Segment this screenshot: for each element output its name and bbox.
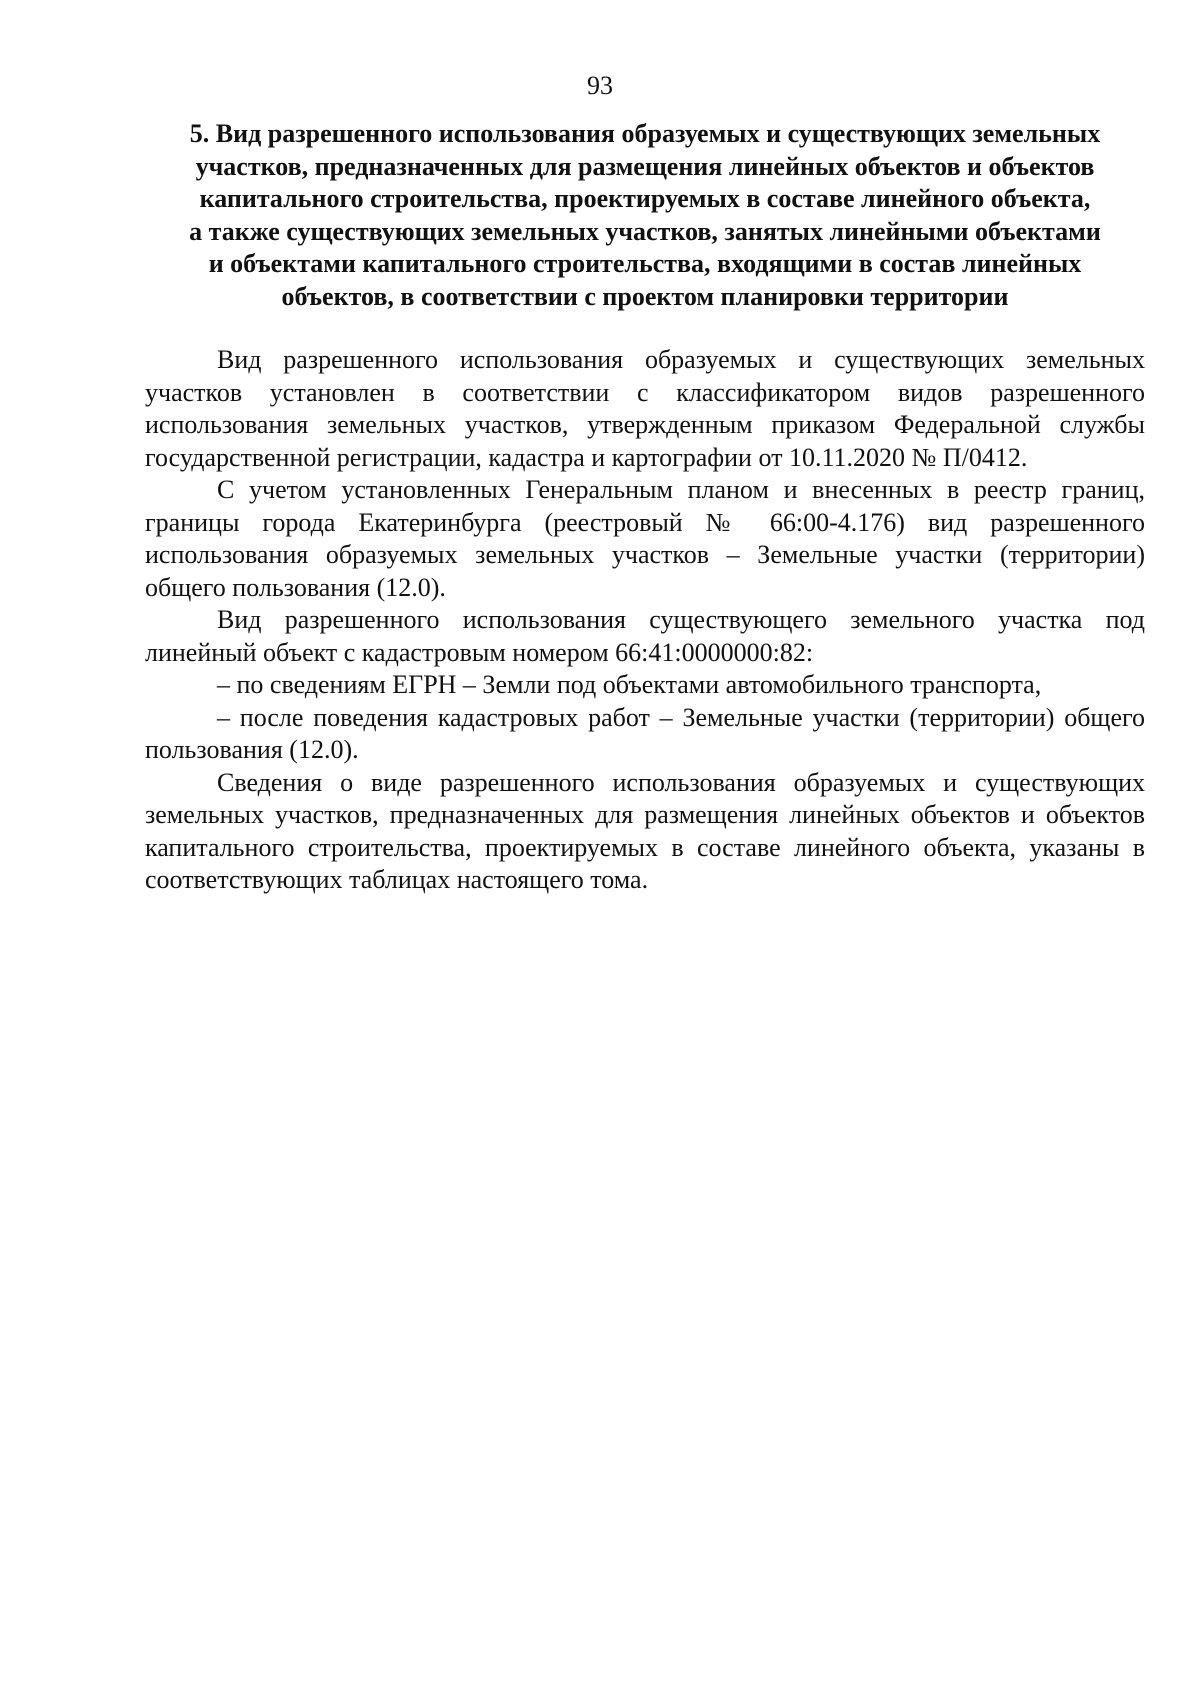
- list-item-egrn: – по сведениям ЕГРН – Земли под объектами автомобильного транспорта,: [217, 670, 1042, 699]
- section-heading-line: участков, предназначенных для размещения линейных объектов и объектов: [195, 151, 1095, 181]
- page-number: 93: [587, 71, 613, 100]
- list-item-cadastral-works: – после поведения кадастровых работ – Земельные участки (территории) общего пользования (12.0).: [145, 702, 1145, 764]
- paragraph-classifier: Вид разрешенного использования образуемых и существующих земельных участков установлен в соответствии с классификатором видов разрешенного использования земельных участков, утвержденным приказом Федеральной службы государственной регистрации, кадастра и картографии от 10.11.2020 № П/0412.: [145, 345, 1145, 472]
- section-heading-line: капитального строительства, проектируемых в составе линейного объекта,: [199, 184, 1091, 213]
- section-heading-line: объектов, в соответствии с проектом планировки территории: [281, 281, 1009, 311]
- paragraph-existing-plot: Вид разрешенного использования существующего земельного участка под линейный объект с кадастровым номером 66:41:0000000:82:: [145, 605, 1145, 667]
- section-heading-line: и объектами капитального строительства, входящими в состав линейных: [208, 249, 1082, 278]
- paragraph-tables-reference: Сведения о виде разрешенного использования образуемых и существующих земельных участков, предназначенных для размещения линейных объектов и объектов капитального строительства, проектируемых в составе линейного объекта, указаны в соответствующих таблицах настоящего тома.: [145, 767, 1145, 894]
- section-heading-line: а также существующих земельных участков, занятых линейными объектами: [189, 216, 1101, 246]
- section-heading-line: 5. Вид разрешенного использования образуемых и существующих земельных: [189, 119, 1101, 148]
- body-text: [145, 344, 1145, 897]
- section-heading: [145, 118, 1145, 313]
- paragraph-general-plan: С учетом установленных Генеральным планом и внесенных в реестр границ, границы города Екатеринбурга (реестровый № 66:00-4.176) вид разрешенного использования образуемых земельных участков – Земельные участки (территории) общего пользования (12.0).: [145, 475, 1145, 602]
